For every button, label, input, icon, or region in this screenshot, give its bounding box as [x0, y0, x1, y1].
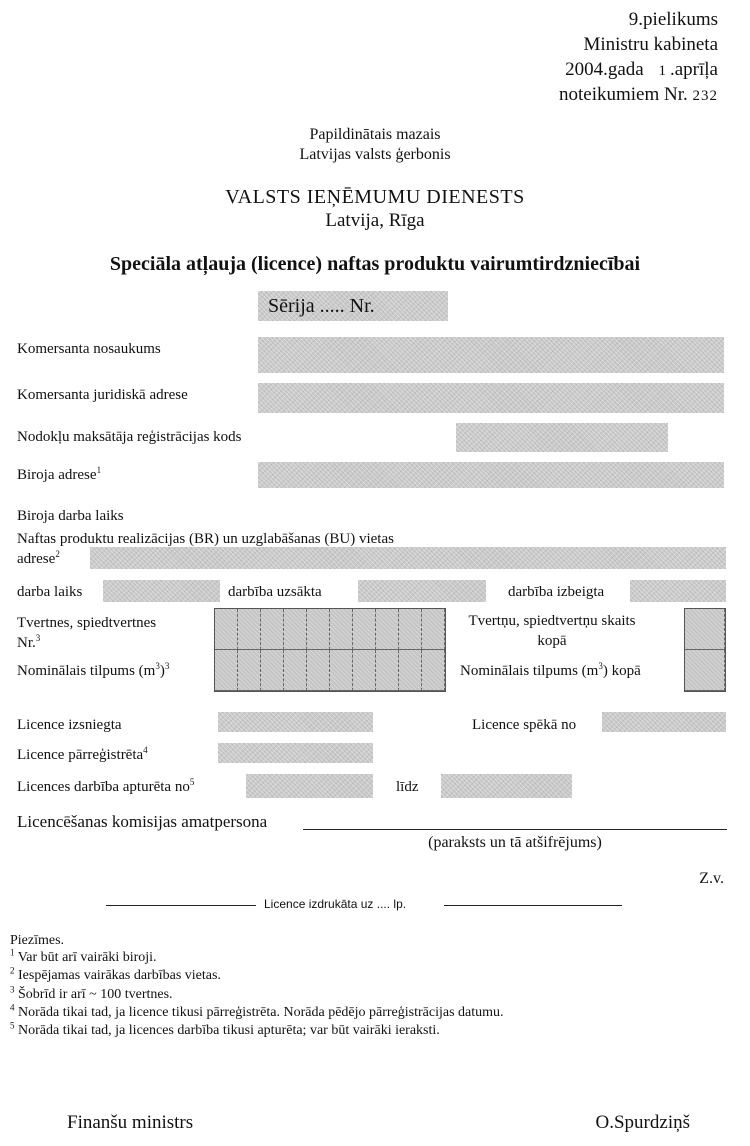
- tax-code-field: [456, 423, 668, 452]
- tanks-label-line1: Tvertnes, spiedtvertnes: [17, 615, 157, 631]
- signature-caption: (paraksts un tā atšifrējums): [428, 834, 602, 851]
- footnote-ref-3a: 3: [35, 633, 41, 643]
- minister-title: Finanšu ministrs: [67, 1112, 194, 1133]
- notes-heading: Piezīmes.: [10, 933, 65, 948]
- note-1: $^1$ Var būt arī vairāki biroji.: [10, 947, 157, 965]
- authority-name: VALSTS IEŅĒMUMU DIENESTS: [225, 186, 525, 208]
- note-5: $^5$ Norāda tikai tad, ja licences darbība tikusi apturēta; var būt vairāki ieraksti.: [10, 1020, 440, 1038]
- license-suspended-label: Licences darbība apturēta $no^5$: [17, 777, 195, 795]
- license-reregistered-label: Licence pārreģistrēta$^4$: [17, 745, 148, 763]
- note-3: $^3$ Šobrīd ir arī ~ 100 tvertnes.: [10, 984, 173, 1002]
- merchant-name-field: [258, 337, 724, 373]
- regulation-date: [565, 58, 718, 83]
- merchant-name-label: Komersanta nosaukums: [17, 341, 161, 357]
- working-hours-label: darba laiks: [17, 584, 83, 600]
- office-address-field: [258, 462, 724, 488]
- emblem-line1: Papildinātais mazais: [309, 126, 441, 143]
- tax-code-label: Nodokļu maksātāja reģistrācijas kods: [17, 429, 242, 445]
- minister-name: O.Spurdziņš: [595, 1112, 690, 1133]
- date-year: 2004.gada: [565, 59, 644, 80]
- license-suspended-until-field: [441, 774, 572, 798]
- nominal-volume-label: Nominālais tilpums $(m^3)^3$: [17, 661, 170, 679]
- tank-numbers-grid: [214, 608, 446, 692]
- tanks-count-label-line2: kopā: [537, 633, 567, 649]
- site-address-label-line2: adrese$^2$: [17, 549, 60, 567]
- footnote-ref-4: 4: [143, 745, 148, 755]
- printed-on-text: Licence izdrukāta uz .... lp.: [264, 897, 407, 911]
- license-reregistered-field: [218, 743, 373, 763]
- emblem-line2: Latvijas valsts ģerbonis: [299, 146, 451, 163]
- regulation-prefix: noteikumiem Nr.: [558, 84, 688, 105]
- tanks-total-grid: [684, 608, 726, 692]
- seal-mark: Z.v.: [699, 870, 724, 887]
- authority-location: Latvija, Rīga: [325, 210, 425, 231]
- office-address-label: Biroja adrese$^1$: [17, 465, 102, 483]
- printed-on-line-right: [444, 905, 622, 906]
- issuer: Ministru kabineta: [583, 34, 718, 55]
- footnote-ref-2: 2: [55, 549, 60, 559]
- date-day: 1: [658, 63, 666, 79]
- working-hours-field: [103, 580, 220, 602]
- license-issued-label: Licence izsniegta: [17, 717, 122, 733]
- official-label: Licencēšanas komisijas amatpersona: [17, 812, 268, 831]
- regulation-number: [559, 83, 718, 108]
- activity-started-field: [358, 580, 486, 602]
- site-address-field: [90, 547, 726, 569]
- tanks-label-line2: Nr.$^3$: [17, 633, 41, 651]
- license-valid-from-field: [602, 712, 726, 732]
- license-suspended-from-field: [246, 774, 373, 798]
- nominal-volume-total-label: Nominālais tilpums $(m^3)$ kopā: [460, 661, 641, 679]
- office-hours-label: Biroja darba laiks: [17, 508, 124, 524]
- merchant-address-field: [258, 383, 724, 413]
- activity-ended-field: [630, 580, 726, 602]
- until-label: līdz: [396, 779, 419, 795]
- footnote-ref-3b: 3: [164, 661, 170, 671]
- footnote-ref-5: 5: [189, 777, 195, 787]
- site-address-label-line1: Naftas produktu realizācijas (BR) un uzglabāšanas (BU) vietas: [17, 531, 394, 547]
- footnote-ref-1: 1: [96, 465, 102, 475]
- license-issued-field: [218, 712, 373, 732]
- date-month: .aprīļa: [669, 59, 718, 80]
- note-2: $^2$ Iespējamas vairākas darbības vietas.: [10, 965, 221, 983]
- activity-started-label: darbība uzsākta: [228, 584, 322, 600]
- regulation-num: 232: [692, 88, 718, 104]
- annex-number: 9.pielikums: [628, 9, 718, 30]
- license-valid-from-label: Licence spēkā no: [472, 717, 577, 733]
- series-label: Sērija ..... Nr.: [268, 295, 375, 317]
- signature-line: [303, 829, 727, 830]
- note-4: $^4$ Norāda tikai tad, ja licence tikusi pārreģistrēta. Norāda pēdējo pārreģistrācijas datumu.: [10, 1002, 504, 1020]
- tanks-count-label-line1: Tvertņu, spiedtvertņu skaits: [468, 613, 636, 629]
- printed-on-line-left: [106, 905, 256, 906]
- activity-ended-label: darbība izbeigta: [508, 584, 605, 600]
- merchant-address-label: Komersanta juridiskā adrese: [17, 387, 188, 403]
- document-title: Speciāla atļauja (licence) naftas produktu vairumtirdzniecībai: [109, 253, 641, 275]
